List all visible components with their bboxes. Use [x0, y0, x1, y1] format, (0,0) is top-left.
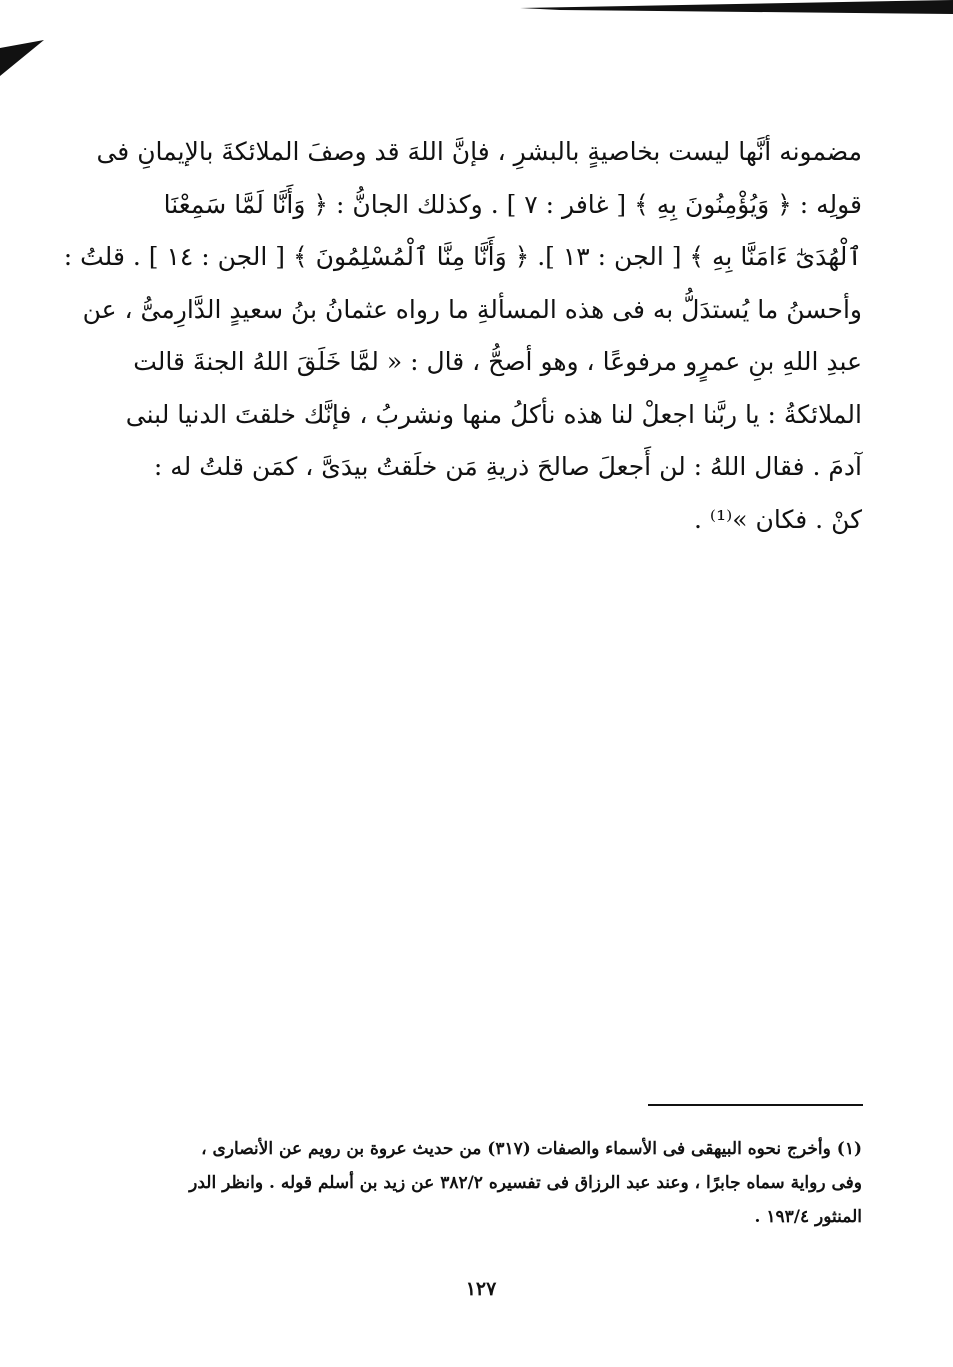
- page-number: ١٢٧: [465, 1278, 497, 1300]
- scan-edge-top: [520, 0, 953, 14]
- text-line: مضمونه أنَّها ليست بخاصيةٍ بالبشرِ ، فإنَّ اللهَ قد وصفَ الملائكةَ بالإيمانِ فى: [96, 137, 862, 166]
- text-line: وأحسنُ ما يُستدَلُّ به فى هذه المسألةِ ما رواه عثمانُ بنُ سعيدٍ الدَّارِمىُّ ، عن: [82, 294, 862, 324]
- main-text: [63, 126, 862, 546]
- scan-edge-left: [0, 38, 44, 76]
- text-line: كنْ . فكان »⁽¹⁾ .: [694, 504, 862, 534]
- footnotes: [138, 1132, 862, 1234]
- text-line: آدمَ . فقال اللهُ : لن أَجعلَ صالحَ ذريةِ مَن خلَقتُ بيدَىَّ ، كمَن قلتُ له :: [153, 452, 862, 481]
- footnote-line: وفى رواية سماه جابرًا ، وعند عبد الرزاق فى تفسيره ٣٨٢/٢ عن زيد بن أسلم قوله . وانظر الدر: [189, 1173, 862, 1193]
- footnote-line: (١) وأخرج نحوه البيهقى فى الأسماء والصفات (٣١٧) من حديث عروة بن رويم عن الأنصارى ،: [201, 1139, 862, 1159]
- text-line: عبدِ اللهِ بنِ عمرٍو مرفوعًا ، وهو أصحُّ ، قال : « لمَّا خَلَقَ اللهُ الجنةَ قالت: [133, 347, 862, 376]
- footnote-line: المنثور ١٩٣/٤ .: [754, 1207, 862, 1227]
- footnote-divider: [648, 1104, 863, 1106]
- text-line: ٱلْهُدَىٰٓ ءَامَنَّا بِهِ ﴾ [ الجن : ١٣ ]. ﴿ وَأَنَّا مِنَّا ٱلْمُسْلِمُونَ ﴾ [ الجن : ١٤ ] . قلتُ :: [63, 242, 862, 271]
- text-line: قولِه : ﴿ وَيُؤْمِنُونَ بِهِ ﴾ [ غافر : ٧ ] . وكذلك الجانُّ : ﴿ وَأَنَّا لَمَّا سَمِعْنَا: [163, 189, 862, 219]
- text-line: الملائكةُ : يا ربَّنا اجعلْ لنا هذه نأكلُ منها ونشربُ ، فإنَّك خلقتَ الدنيا لبنى: [125, 399, 862, 429]
